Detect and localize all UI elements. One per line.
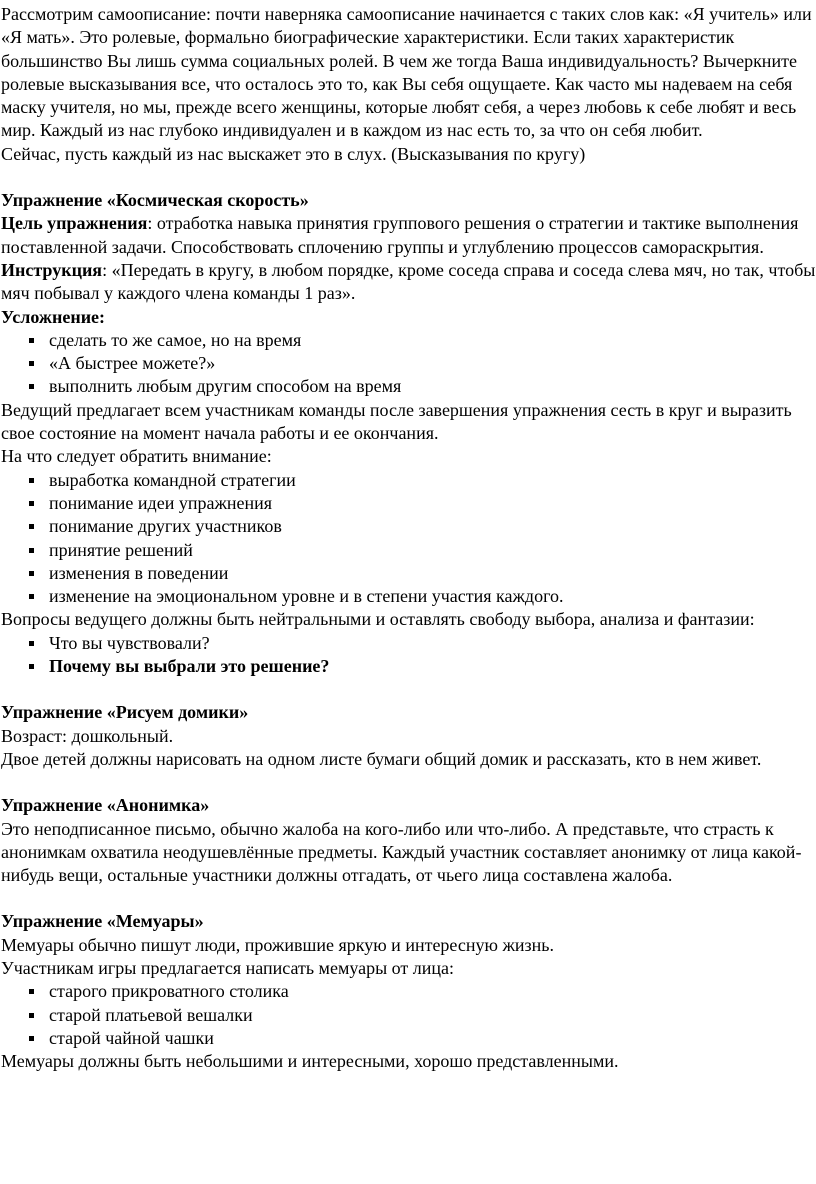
spacer xyxy=(1,166,816,189)
instruction-label: Инструкция xyxy=(1,259,103,280)
list-item: старой чайной чашки xyxy=(1,1027,816,1050)
exercise-title: Упражнение «Анонимка» xyxy=(1,795,210,816)
exercise-text: Мемуары должны быть небольшими и интересными, хорошо представленными. xyxy=(1,1051,619,1072)
memoirs-list xyxy=(1,980,816,1050)
exercise-title: Упражнение «Рисуем домики» xyxy=(1,702,249,723)
leader-paragraph: Ведущий предлагает всем участникам команды после завершения упражнения сесть в круг и выразить свое состояние на момент начала работы и ее окончания. xyxy=(1,399,792,444)
list-item: старой платьевой вешалки xyxy=(1,1004,816,1027)
list-item: понимание идеи упражнения xyxy=(1,492,816,515)
questions-paragraph: Вопросы ведущего должны быть нейтральными и оставлять свободу выбора, анализа и фантазии: xyxy=(1,609,755,630)
goal-label: Цель упражнения xyxy=(1,213,148,234)
list-item: выполнить любым другим способом на время xyxy=(1,375,816,398)
list-item: старого прикроватного столика xyxy=(1,980,816,1003)
list-item: выработка командной стратегии xyxy=(1,469,816,492)
spacer xyxy=(1,771,816,794)
spacer xyxy=(1,887,816,910)
exercise-title: Упражнение «Космическая скорость» xyxy=(1,190,309,211)
attention-paragraph: На что следует обратить внимание: xyxy=(1,446,272,467)
list-item: изменение на эмоциональном уровне и в степени участия каждого. xyxy=(1,585,816,608)
goal-paragraph xyxy=(1,212,816,259)
list-item: изменения в поведении xyxy=(1,562,816,585)
exercise-text: Участникам игры предлагается написать мемуары от лица: xyxy=(1,957,455,978)
complication-list xyxy=(1,329,816,399)
list-item: Что вы чувствовали? xyxy=(1,632,816,655)
exercise-text: Это неподписанное письмо, обычно жалоба на кого-либо или что-либо. А представьте, что страсть к анонимкам охватила неодушевлённые предметы. Каждый участник составляет анонимку от лица какой-нибудь вещи, остальные участники должны отгадать, от чьего лица составлена жалоба. xyxy=(1,818,802,886)
attention-list xyxy=(1,469,816,609)
complication-label: Усложнение: xyxy=(1,306,106,327)
instruction-text: : «Передать в кругу, в любом порядке, кроме соседа справа и соседа слева мяч, но так, чтобы мяч побывал у каждого члена команды 1 раз». xyxy=(1,259,816,304)
list-item: понимание других участников xyxy=(1,515,816,538)
intro-instruction: Сейчас, пусть каждый из нас выскажет это в слух. (Высказывания по кругу) xyxy=(1,143,586,164)
exercise-text: Мемуары обычно пишут люди, прожившие яркую и интересную жизнь. xyxy=(1,934,554,955)
questions-list xyxy=(1,632,816,679)
list-item: сделать то же самое, но на время xyxy=(1,329,816,352)
exercise-text: Двое детей должны нарисовать на одном листе бумаги общий домик и рассказать, кто в нем живет. xyxy=(1,748,762,769)
list-item: «А быстрее можете?» xyxy=(1,352,816,375)
list-item: Почему вы выбрали это решение? xyxy=(1,655,816,678)
spacer xyxy=(1,678,816,701)
exercise-title: Упражнение «Мемуары» xyxy=(1,911,204,932)
goal-text: : отработка навыка принятия группового решения о стратегии и тактике выполнения поставленной задачи. Способствовать сплочению группы и углублению процессов самораскрытия. xyxy=(1,213,799,257)
list-item: принятие решений xyxy=(1,539,816,562)
intro-paragraph: Рассмотрим самоописание: почти наверняка самоописание начинается с таких слов как: «Я учитель» или «Я мать». Это ролевые, формально биографические характеристики. Если таких характеристик большинство Вы лишь сумма социальных ролей. В чем же тогда Ваша индивидуальность? Вычеркните ролевые высказывания все, что осталось это то, как Вы себя ощущаете. Как часто мы надеваем на себя маску учителя, но мы, прежде всего женщины, которые любят себя, а через любовь к себе любят и весь мир. Каждый из нас глубоко индивидуален и в каждом из нас есть то, за что он себя любит. xyxy=(1,4,812,141)
instruction-paragraph xyxy=(1,259,816,306)
age-line: Возраст: дошкольный. xyxy=(1,725,174,746)
